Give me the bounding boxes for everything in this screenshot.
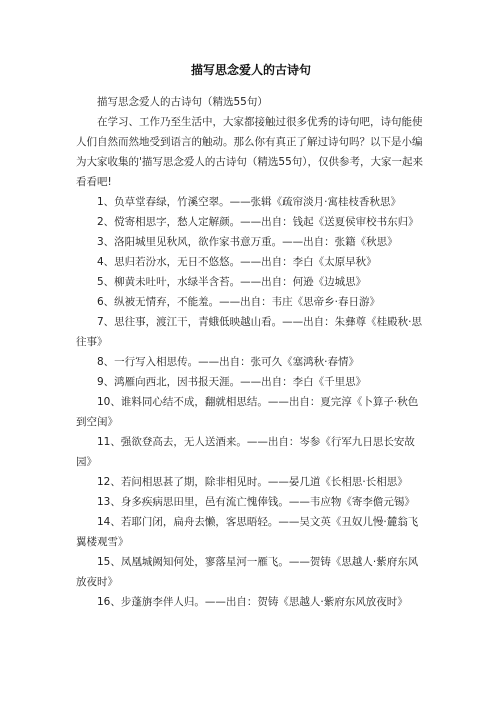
document-subtitle: 描写思念爱人的古诗句（精选55句） [97,96,268,108]
poem-line-2: 2、傥寄相思字，愁人定解颜。——出自：钱起《送夏侯审校书东归》 [97,216,419,228]
poem-line-9: 9、鸿雁向西北，因书报天涯。——出自：李白《千里思》 [97,376,367,388]
poem-line-4: 4、思归若汾水，无日不悠悠。——出自：李白《太原早秋》 [97,256,377,268]
poem-line-7: 7、思往事，渡江干，青蛾低映越山看。——出自：朱彝尊《桂殿秋·思往事》 [76,316,423,348]
document-title: 描写思念爱人的古诗句 [190,63,311,77]
poem-line-6: 6、纵被无情弃，不能羞。——出自：韦庄《思帝乡·春日游》 [97,296,381,308]
poem-line-13: 13、身多疾病思田里，邑有流亡愧俸钱。——韦应物《寄李儋元锡》 [97,496,415,508]
poem-line-1: 1、负草堂春绿，竹溪空翠。——张辑《疏帘淡月·寓桂枝香秋思》 [97,196,402,208]
poem-line-12: 12、若问相思甚了期，除非相见时。——晏几道《长相思·长相思》 [97,476,408,488]
poem-line-15: 15、凤凰城阙知何处，寥落星河一雁飞。——贺铸《思越人·紫府东风放夜时》 [76,556,419,588]
poem-line-16: 16、步蓬旃李伴人归。——出自：贺铸《思越人·紫府东风放夜时》 [97,596,408,608]
poem-line-8: 8、一行写入相思传。——出自：张可久《塞鸿秋·春情》 [97,356,360,368]
poem-line-11: 11、强欲登高去，无人送酒来。——出自：岑参《行军九日思长安故园》 [76,436,415,468]
poem-line-14: 14、若耶门闭，扁舟去懒，客思晤轻。——吴文英《丑奴儿慢·麓翁飞翼楼观雪》 [76,516,419,548]
poem-line-10: 10、谁料同心结不成，翻就相思结。——出自：夏完淳《卜算子·秋色到空闺》 [76,396,419,428]
intro-paragraph: 在学习、工作乃至生活中，大家都接触过很多优秀的诗句吧，诗句能使人们自然而然地受到语言的触动。那么你有真正了解过诗句吗？以下是小编为大家收集的'描写思念爱人的古诗句（精选55句），仅供参考，大家一起来看看吧! [76,116,423,188]
poem-line-5: 5、柳黄未吐叶，水绿半含苔。——出自：何逊《边城思》 [97,276,367,288]
poem-line-3: 3、洛阳城里见秋风，欲作家书意万重。——出自：张籍《秋思》 [97,236,398,248]
